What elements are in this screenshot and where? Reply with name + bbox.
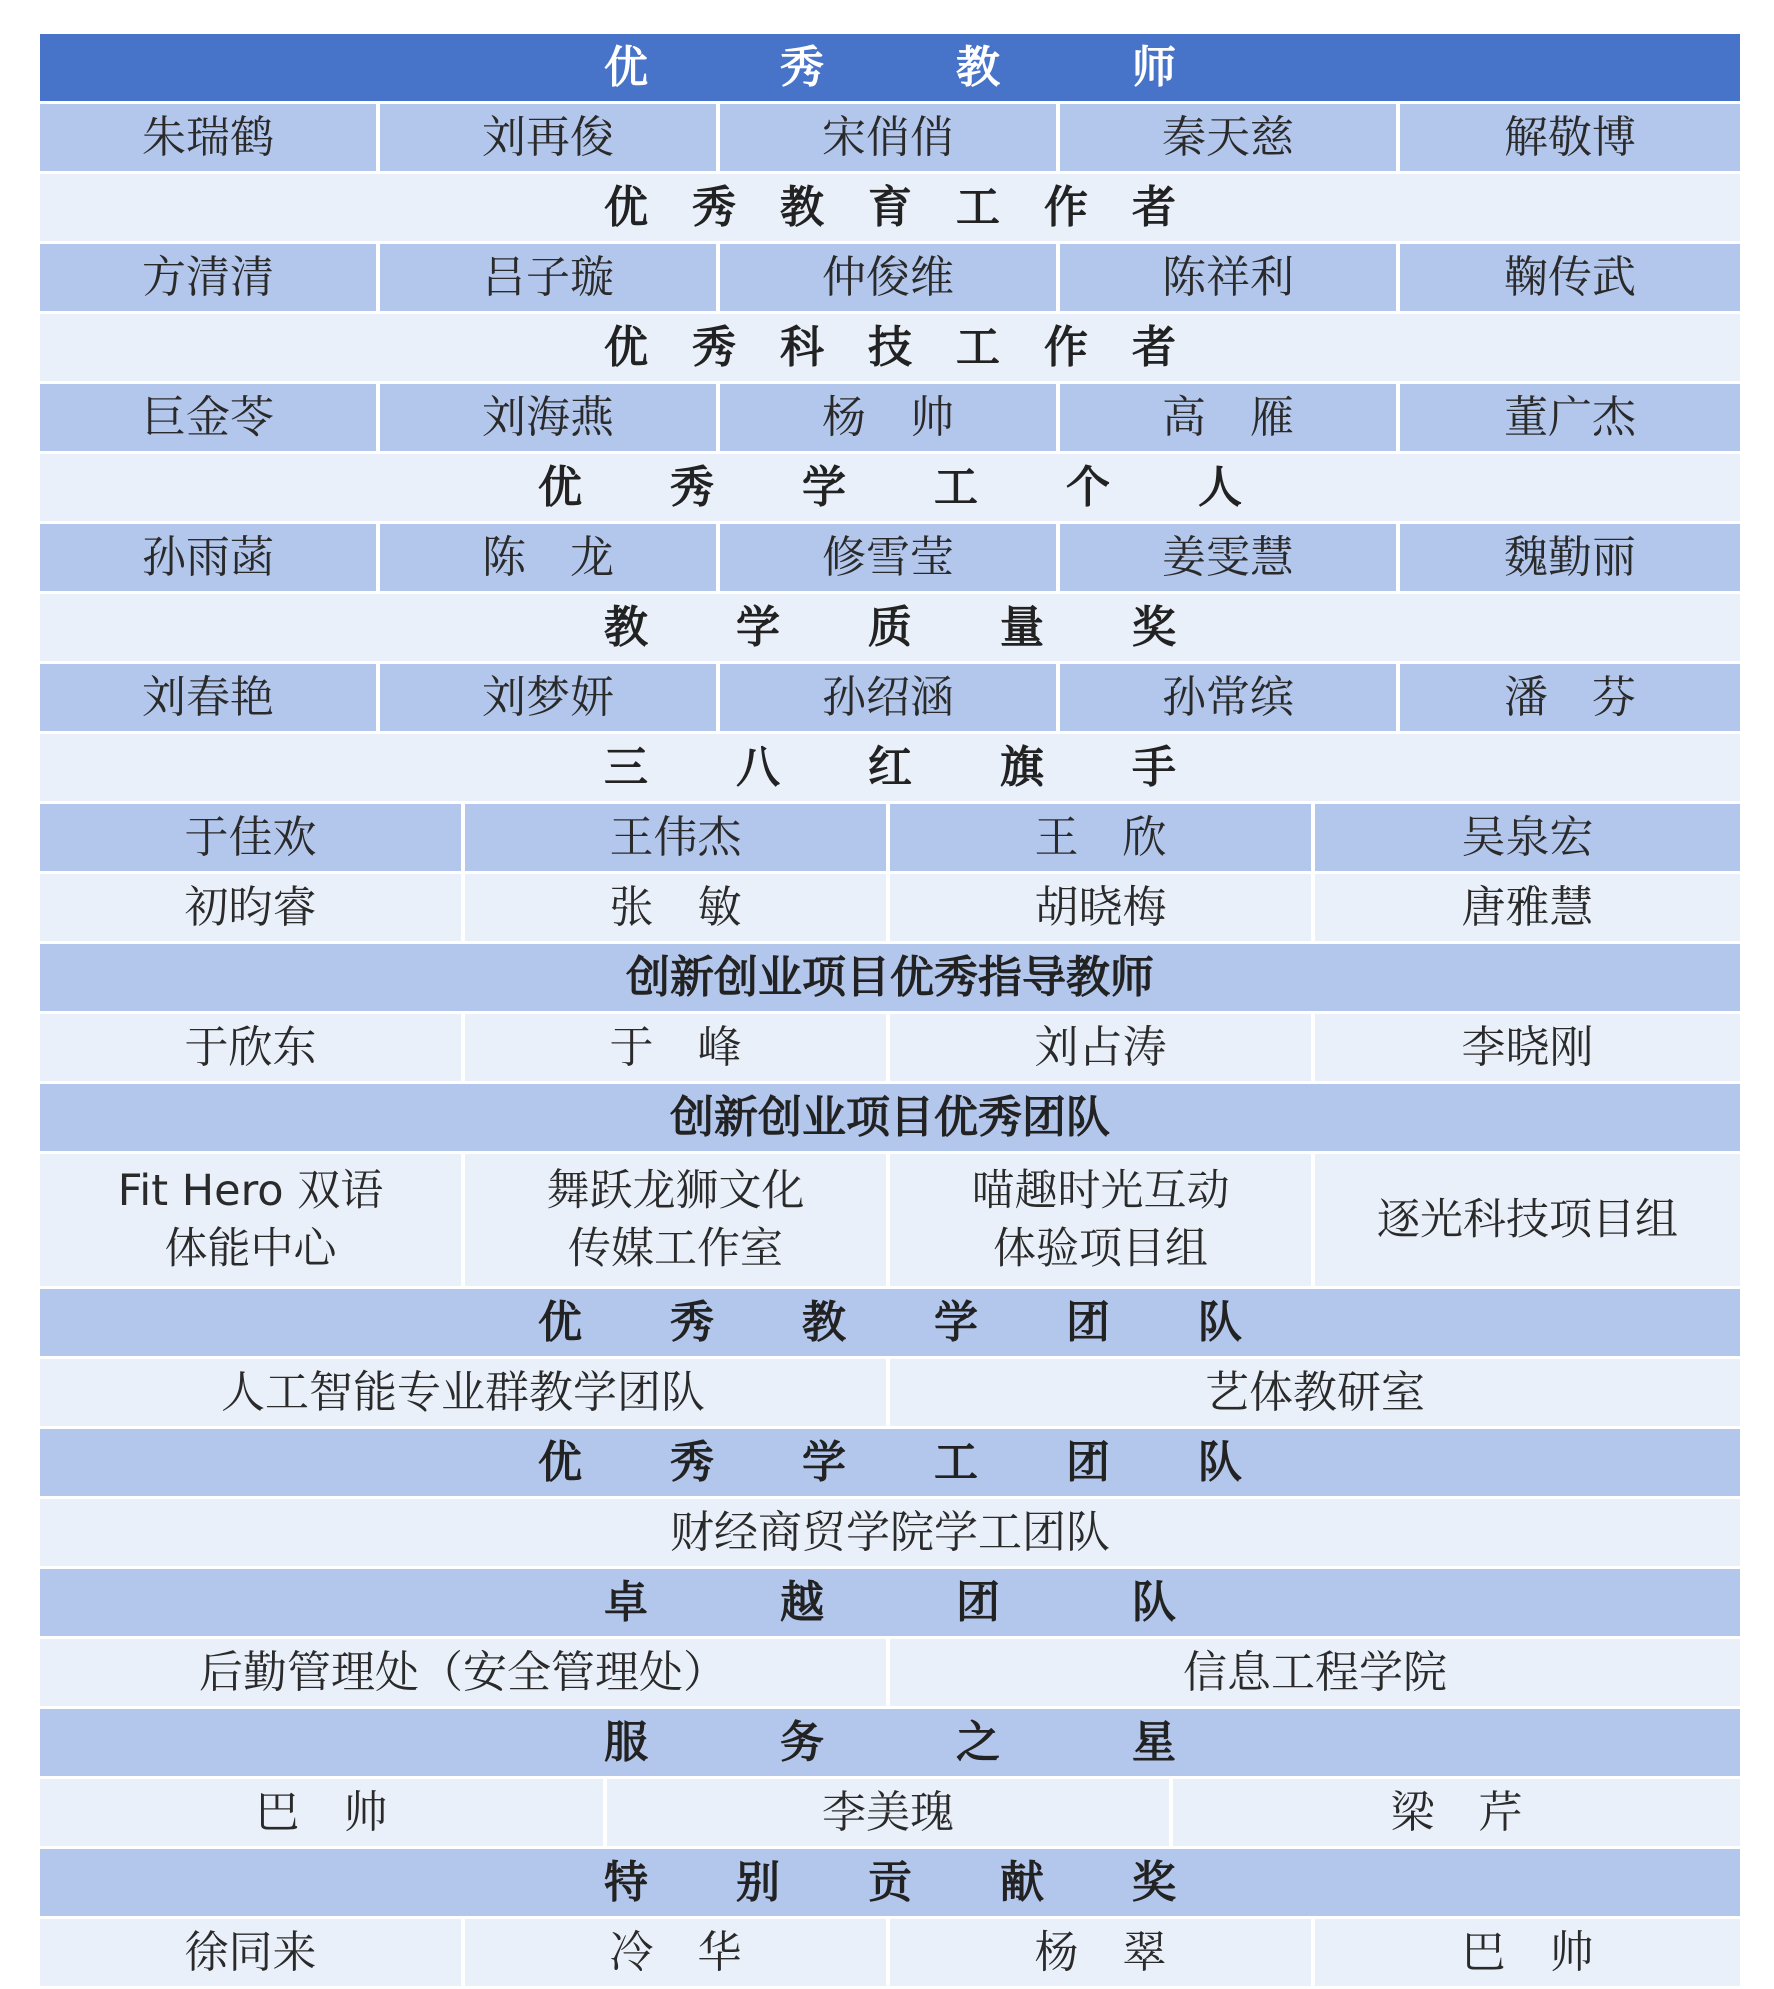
table-cell: 信息工程学院 [890,1639,1740,1706]
names-row [40,1919,1740,1986]
section-header-row [40,944,1740,1011]
table-cell: 于佳欢 [40,804,465,871]
section-title: 创新创业项目优秀指导教师 [40,944,1740,1011]
section-title: 优 秀 教 学 团 队 [40,1289,1740,1356]
table-cell: 张 敏 [465,874,890,941]
section-title: 特 别 贡 献 奖 [40,1849,1740,1916]
table-cell: 董广杰 [1400,384,1740,451]
table-cell: 巴 帅 [40,1779,607,1846]
section-header-row [40,734,1740,801]
table-cell: 后勤管理处（安全管理处） [40,1639,890,1706]
names-row [40,1499,1740,1566]
names-row [40,1639,1740,1706]
table-cell: 吕子璇 [380,244,720,311]
table-cell: 陈祥利 [1060,244,1400,311]
section-header-row [40,1569,1740,1636]
table-cell: 冷 华 [465,1919,890,1986]
section-header-row [40,314,1740,381]
table-cell: 魏勤丽 [1400,524,1740,591]
table-cell: 胡晓梅 [890,874,1315,941]
table-cell: 姜雯慧 [1060,524,1400,591]
awards-table [40,34,1740,1989]
table-cell: 宋俏俏 [720,104,1060,171]
table-cell: 刘再俊 [380,104,720,171]
table-cell: 杨 帅 [720,384,1060,451]
table-cell: 李晓刚 [1315,1014,1740,1081]
table-cell: 王伟杰 [465,804,890,871]
names-row [40,104,1740,171]
table-cell: 解敬博 [1400,104,1740,171]
section-header-row [40,454,1740,521]
table-cell: 于 峰 [465,1014,890,1081]
table-cell: 方清清 [40,244,380,311]
section-header-row [40,1849,1740,1916]
section-title: 三 八 红 旗 手 [40,734,1740,801]
table-cell: 唐雅慧 [1315,874,1740,941]
table-cell: 艺体教研室 [890,1359,1740,1426]
table-cell: 逐光科技项目组 [1315,1154,1740,1286]
table-cell: 徐同来 [40,1919,465,1986]
table-cell: 鞠传武 [1400,244,1740,311]
section-title: 卓 越 团 队 [40,1569,1740,1636]
table-cell: 仲俊维 [720,244,1060,311]
section-header-row [40,1709,1740,1776]
table-cell: 人工智能专业群教学团队 [40,1359,890,1426]
section-title: 优 秀 教 师 [40,34,1740,101]
table-cell: 王 欣 [890,804,1315,871]
table-cell: 刘海燕 [380,384,720,451]
section-header-row [40,1289,1740,1356]
table-cell: 巴 帅 [1315,1919,1740,1986]
table-cell: 修雪莹 [720,524,1060,591]
table-cell: 财经商贸学院学工团队 [40,1499,1740,1566]
names-row [40,1014,1740,1081]
section-title: 服 务 之 星 [40,1709,1740,1776]
names-row [40,664,1740,731]
table-cell: 陈 龙 [380,524,720,591]
section-title: 优 秀 学 工 个 人 [40,454,1740,521]
names-row [40,804,1740,871]
names-row [40,524,1740,591]
names-row [40,1779,1740,1846]
names-row [40,244,1740,311]
table-cell: 潘 芬 [1400,664,1740,731]
section-header-row [40,34,1740,101]
section-title: 优 秀 科 技 工 作 者 [40,314,1740,381]
section-header-row [40,1084,1740,1151]
table-cell: 舞跃龙狮文化 传媒工作室 [465,1154,890,1286]
table-cell: 杨 翠 [890,1919,1315,1986]
table-cell: 刘梦妍 [380,664,720,731]
table-cell: 秦天慈 [1060,104,1400,171]
table-cell: Fit Hero 双语 体能中心 [40,1154,465,1286]
names-row [40,384,1740,451]
section-title: 优 秀 学 工 团 队 [40,1429,1740,1496]
names-row [40,874,1740,941]
names-row [40,1359,1740,1426]
table-cell: 李美瑰 [607,1779,1174,1846]
table-cell: 高 雁 [1060,384,1400,451]
section-title: 教 学 质 量 奖 [40,594,1740,661]
table-cell: 初昀睿 [40,874,465,941]
table-cell: 巨金苓 [40,384,380,451]
table-cell: 刘占涛 [890,1014,1315,1081]
section-title: 优 秀 教 育 工 作 者 [40,174,1740,241]
table-cell: 孙常缤 [1060,664,1400,731]
table-cell: 朱瑞鹤 [40,104,380,171]
table-cell: 孙绍涵 [720,664,1060,731]
table-cell: 喵趣时光互动 体验项目组 [890,1154,1315,1286]
section-header-row [40,1429,1740,1496]
table-cell: 梁 芹 [1173,1779,1740,1846]
table-cell: 于欣东 [40,1014,465,1081]
table-cell: 孙雨菡 [40,524,380,591]
section-header-row [40,594,1740,661]
table-cell: 刘春艳 [40,664,380,731]
section-title: 创新创业项目优秀团队 [40,1084,1740,1151]
names-row [40,1154,1740,1286]
table-cell: 吴泉宏 [1315,804,1740,871]
section-header-row [40,174,1740,241]
